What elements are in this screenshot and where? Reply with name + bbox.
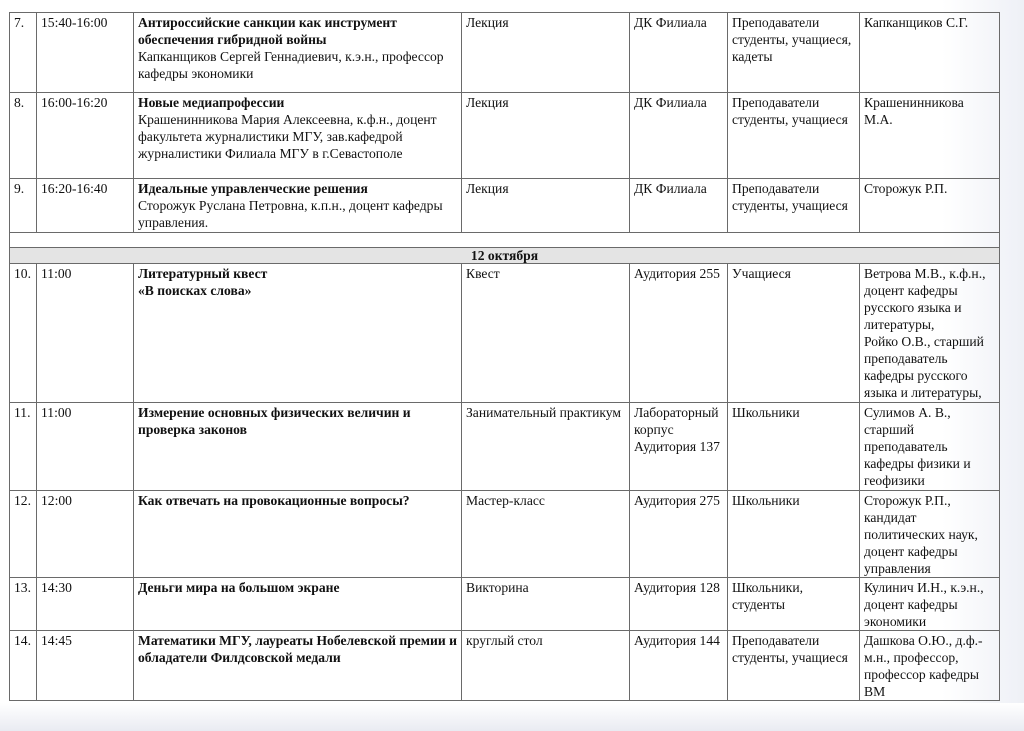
row-event — [134, 264, 462, 403]
table-row — [10, 264, 1000, 403]
row-audience: Школьники — [728, 403, 860, 491]
table-row — [10, 179, 1000, 233]
row-number: 9. — [10, 179, 37, 233]
schedule-table — [9, 12, 1000, 701]
event-description: Сторожук Руслана Петровна, к.п.н., доцент кафедры управления. — [138, 198, 443, 230]
row-number: 7. — [10, 13, 37, 93]
row-format: Лекция — [462, 13, 630, 93]
row-place: Аудитория 128 — [630, 578, 728, 631]
row-event — [134, 403, 462, 491]
row-format: Лекция — [462, 93, 630, 179]
row-responsible: Сторожук Р.П., кандидат политических наук, доцент кафедры управления — [860, 491, 1000, 578]
row-audience: Преподаватели студенты, учащиеся — [728, 93, 860, 179]
event-title: Литературный квест «В поисках слова» — [138, 266, 268, 298]
row-audience: Школьники, студенты — [728, 578, 860, 631]
event-description: Крашенинникова Мария Алексеевна, к.ф.н., доцент факультета журналистики МГУ, зав.кафедрой журналистики Филиала МГУ в г.Севастополе — [138, 112, 437, 161]
event-title: Идеальные управленческие решения — [138, 181, 368, 196]
row-place: ДК Филиала — [630, 93, 728, 179]
page-bottom-band — [0, 703, 1024, 731]
event-title: Деньги мира на большом экране — [138, 580, 340, 595]
row-format: Квест — [462, 264, 630, 403]
row-place: ДК Филиала — [630, 179, 728, 233]
row-event — [134, 93, 462, 179]
row-audience: Преподаватели студенты, учащиеся — [728, 179, 860, 233]
event-title: Математики МГУ, лауреаты Нобелевской премии и обладатели Филдсовской медали — [138, 633, 457, 665]
row-responsible: Сулимов А. В., старший преподаватель кафедры физики и геофизики — [860, 403, 1000, 491]
table-row — [10, 403, 1000, 491]
row-responsible: Дашкова О.Ю., д.ф.-м.н., профессор, профессор кафедры ВМ — [860, 631, 1000, 701]
row-event — [134, 578, 462, 631]
row-time: 14:45 — [37, 631, 134, 701]
row-responsible: Сторожук Р.П. — [860, 179, 1000, 233]
row-audience: Преподаватели студенты, учащиеся, кадеты — [728, 13, 860, 93]
row-place: Аудитория 275 — [630, 491, 728, 578]
empty-row — [10, 233, 1000, 248]
row-number: 12. — [10, 491, 37, 578]
row-audience: Преподаватели студенты, учащиеся — [728, 631, 860, 701]
row-format: Занимательный практикум — [462, 403, 630, 491]
day-header-row — [10, 248, 1000, 264]
event-title: Новые медиапрофессии — [138, 95, 285, 110]
row-event — [134, 631, 462, 701]
row-format: Мастер-класс — [462, 491, 630, 578]
row-format: Викторина — [462, 578, 630, 631]
row-audience: Школьники — [728, 491, 860, 578]
day-header: 12 октября — [10, 248, 1000, 264]
row-event — [134, 491, 462, 578]
row-event — [134, 13, 462, 93]
row-time: 15:40-16:00 — [37, 13, 134, 93]
table-row — [10, 93, 1000, 179]
event-title: Измерение основных физических величин и проверка законов — [138, 405, 411, 437]
row-number: 10. — [10, 264, 37, 403]
row-place: Аудитория 144 — [630, 631, 728, 701]
row-time: 12:00 — [37, 491, 134, 578]
table-row — [10, 13, 1000, 93]
row-responsible: Капканщиков С.Г. — [860, 13, 1000, 93]
table-row — [10, 578, 1000, 631]
row-responsible: Кулинич И.Н., к.э.н., доцент кафедры экономики — [860, 578, 1000, 631]
row-number: 11. — [10, 403, 37, 491]
row-time: 14:30 — [37, 578, 134, 631]
row-place: ДК Филиала — [630, 13, 728, 93]
event-title: Как отвечать на провокационные вопросы? — [138, 493, 410, 508]
row-format: круглый стол — [462, 631, 630, 701]
row-time: 16:20-16:40 — [37, 179, 134, 233]
row-time: 11:00 — [37, 264, 134, 403]
row-responsible: Крашенинникова М.А. — [860, 93, 1000, 179]
row-responsible: Ветрова М.В., к.ф.н., доцент кафедры русского языка и литературы, Ройко О.В., старший преподаватель кафедры русского языка и литературы, — [860, 264, 1000, 403]
event-title: Антироссийские санкции как инструмент обеспечения гибридной войны — [138, 15, 397, 47]
row-audience: Учащиеся — [728, 264, 860, 403]
schedule-separator — [10, 233, 1000, 264]
row-number: 8. — [10, 93, 37, 179]
row-number: 14. — [10, 631, 37, 701]
table-row — [10, 631, 1000, 701]
row-time: 11:00 — [37, 403, 134, 491]
table-row — [10, 491, 1000, 578]
row-time: 16:00-16:20 — [37, 93, 134, 179]
row-event — [134, 179, 462, 233]
row-place: Лабораторный корпус Аудитория 137 — [630, 403, 728, 491]
row-place: Аудитория 255 — [630, 264, 728, 403]
row-number: 13. — [10, 578, 37, 631]
event-description: Капканщиков Сергей Геннадиевич, к.э.н., профессор кафедры экономики — [138, 49, 444, 81]
schedule-rows-before — [10, 13, 1000, 233]
schedule-rows-after — [10, 264, 1000, 701]
row-format: Лекция — [462, 179, 630, 233]
